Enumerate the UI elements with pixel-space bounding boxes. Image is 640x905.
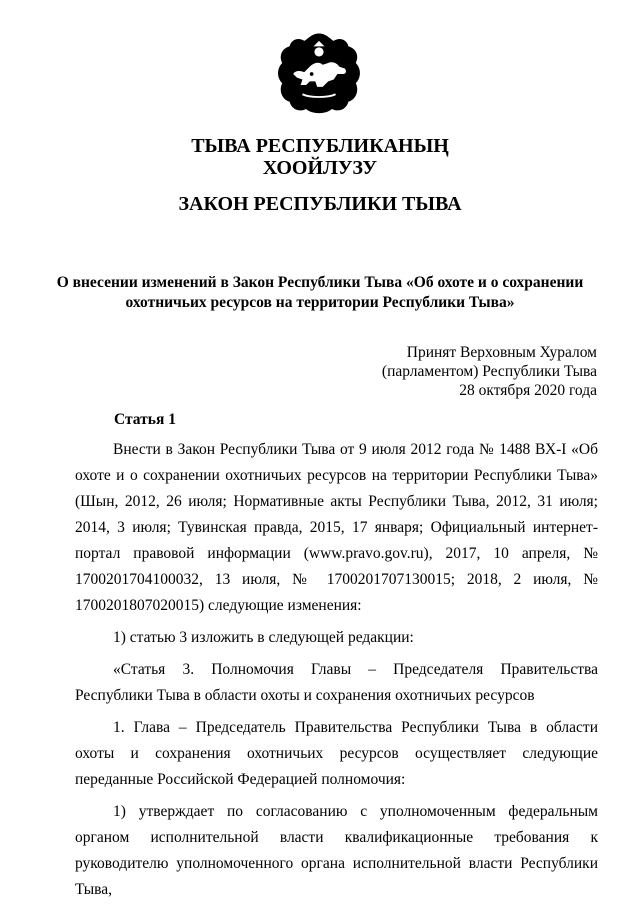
subject-line-1: О внесении изменений в Закон Республики Тыва «Об охоте и о сохранении: [56, 274, 584, 291]
adoption-line-1: Принят Верховным Хуралом: [406, 344, 597, 361]
adoption-block: [382, 343, 597, 400]
issuing-body-title: [0, 135, 640, 179]
coat-of-arms-emblem: [273, 28, 365, 120]
coat-of-arms-tuva-icon: [273, 28, 365, 120]
subject-line-2: охотничьих ресурсов на территории Республики Тыва»: [125, 294, 515, 311]
quoted-subitem-1: 1) утверждает по согласованию с уполномоченным федеральным органом исполнительной власти квалификационные требования к руководителю уполномоченного органа исполнительной власти Республики Тыва,: [75, 803, 598, 898]
adoption-date: 28 октября 2020 года: [459, 382, 597, 399]
article-body: [75, 437, 598, 903]
quoted-paragraph-1: 1. Глава – Председатель Правительства Республики Тыва в области охоты и сохранения охотничьих ресурсов осуществляет следующие переданные Российской Федерацией полномочия:: [75, 719, 598, 788]
org-line-2: ХООЙЛУЗУ: [262, 157, 378, 179]
article-intro-paragraph: Внести в Закон Республики Тыва от 9 июля 2012 года № 1488 ВХ-I «Об охоте и о сохранении охотничьих ресурсов на территории Республики Тыва» (Шын, 2012, 26 июля; Нормативные акты Республики Тыва, 2012, 31 июля; 2014, 3 июля; Тувинская правда, 2015, 17 января; Официальный интернет-портал правовой информации (www.pravo.gov.ru), 2017, 10 апреля, № 1700201704100032, 13 июля, № 1700201707130015; 2018, 2 июля, № 1700201807020015) следующие изменения:: [75, 441, 598, 614]
law-type-title: ЗАКОН РЕСПУБЛИКИ ТЫВА: [178, 193, 462, 215]
amendment-item-1: 1) статью 3 изложить в следующей редакции:: [113, 629, 414, 646]
quoted-article-heading: «Статья 3. Полномочия Главы – Председателя Правительства Республики Тыва в области охоты и сохранения охотничьих ресурсов: [75, 661, 598, 704]
law-subject-heading: [0, 273, 640, 313]
adoption-line-2: (парламентом) Республики Тыва: [381, 363, 597, 380]
org-line-1: ТЫВА РЕСПУБЛИКАНЫҢ: [191, 135, 449, 157]
article-heading: Статья 1: [114, 411, 176, 428]
